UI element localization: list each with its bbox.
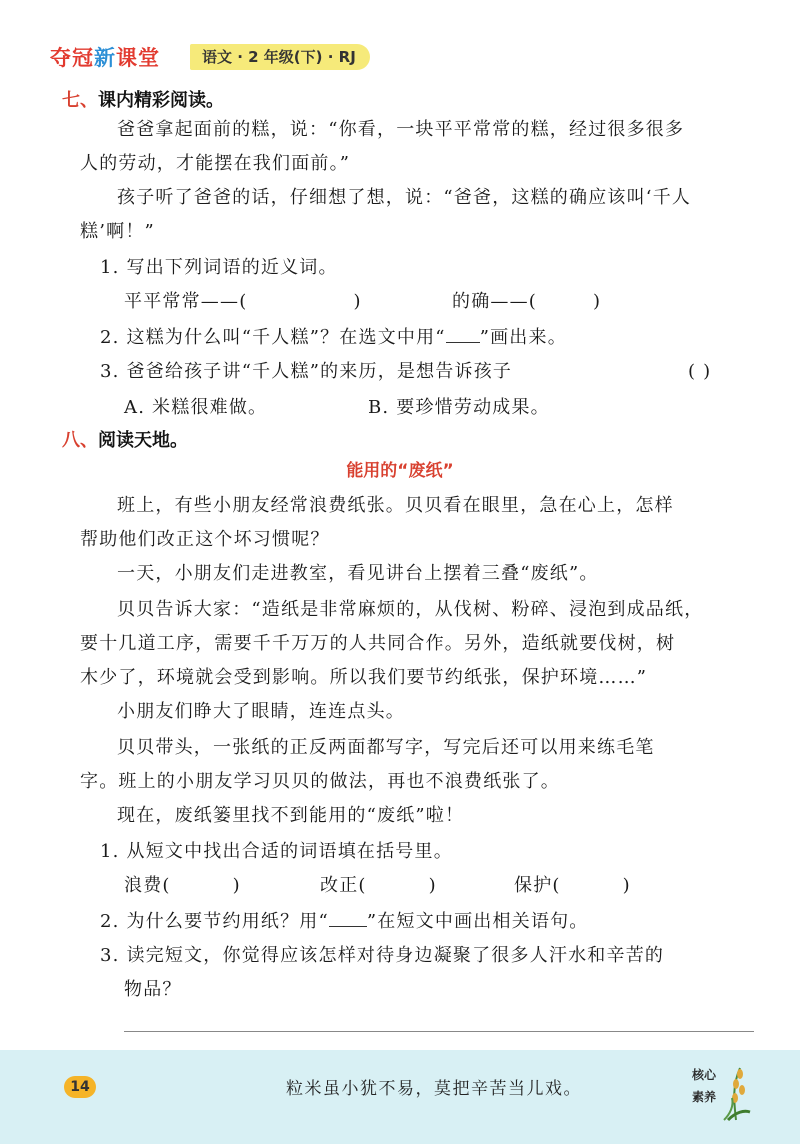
core-literacy-badge: 核心 素养	[680, 1062, 752, 1122]
s7-q1-item-a: 平平常常——( )	[124, 291, 362, 312]
s7-option-b: B. 要珍惜劳动成果。	[368, 397, 550, 418]
s7-para1-line2: 人的劳动，才能摆在我们面前。”	[80, 153, 351, 174]
s8-question-3-line2: 物品？	[124, 979, 182, 1000]
rice-stalk-icon	[680, 1062, 752, 1122]
s8-para4: 小朋友们睁大了眼睛，连连点头。	[117, 701, 405, 722]
s8-para2: 一天，小朋友们走进教室，看见讲台上摆着三叠“废纸”。	[117, 563, 599, 584]
s8-q1-item-c: 保护( )	[514, 875, 631, 896]
section-7-title: 七、课内精彩阅读。	[62, 90, 224, 111]
section-8-title: 八、阅读天地。	[62, 430, 188, 451]
underline-blank	[329, 908, 367, 927]
s8-q1-item-a: 浪费( )	[124, 875, 241, 896]
s8-question-1: 1. 从短文中找出合适的词语填在括号里。	[100, 841, 453, 862]
s7-question-2: 2. 这糕为什么叫“千人糕”？在选文中用“ ”画出来。	[100, 320, 567, 356]
s8-para3-line2: 要十几道工序，需要千千万万的人共同合作。另外，造纸就要伐树，树	[80, 633, 676, 654]
s7-para1-line1: 爸爸拿起面前的糕，说：“你看，一块平平常常的糕，经过很多很多	[117, 119, 685, 140]
s8-para1-line1: 班上，有些小朋友经常浪费纸张。贝贝看在眼里，急在心上，怎样	[117, 495, 674, 516]
s8-question-3-line1: 3. 读完短文，你觉得应该怎样对待身边凝聚了很多人汗水和辛苦的	[100, 945, 665, 966]
s8-para6: 现在，废纸篓里找不到能用的“废纸”啦！	[117, 805, 465, 826]
s8-q1-item-b: 改正( )	[320, 875, 437, 896]
answer-line[interactable]	[124, 1031, 754, 1032]
story-title: 能用的“废纸”	[346, 461, 454, 481]
page-footer	[0, 1050, 800, 1144]
s7-q1-item-b: 的确——( )	[452, 291, 602, 312]
s7-question-1: 1. 写出下列词语的近义词。	[100, 257, 338, 278]
s8-para3-line1: 贝贝告诉大家：“造纸是非常麻烦的，从伐树、粉碎、浸泡到成品纸，	[117, 599, 704, 620]
s8-para5-line1: 贝贝带头，一张纸的正反两面都写字，写完后还可以用来练毛笔	[117, 737, 655, 758]
brand-logo: 夺冠新课堂	[50, 46, 160, 70]
page-header	[50, 40, 380, 74]
s7-option-a: A. 米糕很难做。	[124, 397, 268, 418]
s7-para2-line2: 糕’啊！”	[80, 221, 155, 242]
s7-q3-answer-paren[interactable]: ( )	[688, 361, 712, 382]
s7-question-3: 3. 爸爸给孩子讲“千人糕”的来历，是想告诉孩子	[100, 361, 513, 382]
page-number: 14	[64, 1076, 96, 1098]
subject-tag: 语文 · 2 年级(下) · RJ	[190, 44, 370, 70]
s8-para3-line3: 木少了，环境就会受到影响。所以我们要节约纸张，保护环境……”	[80, 667, 648, 688]
s7-para2-line1: 孩子听了爸爸的话，仔细想了想，说：“爸爸，这糕的确应该叫‘千人	[117, 187, 692, 208]
s8-question-2: 2. 为什么要节约用纸？用“ ”在短文中画出相关语句。	[100, 904, 589, 940]
s8-para1-line2: 帮助他们改正这个坏习惯呢？	[80, 529, 330, 550]
underline-blank	[446, 324, 480, 343]
footer-motto: 粒米虽小犹不易，莫把辛苦当儿戏。	[286, 1079, 582, 1099]
s8-para5-line2: 字。班上的小朋友学习贝贝的做法，再也不浪费纸张了。	[80, 771, 560, 792]
